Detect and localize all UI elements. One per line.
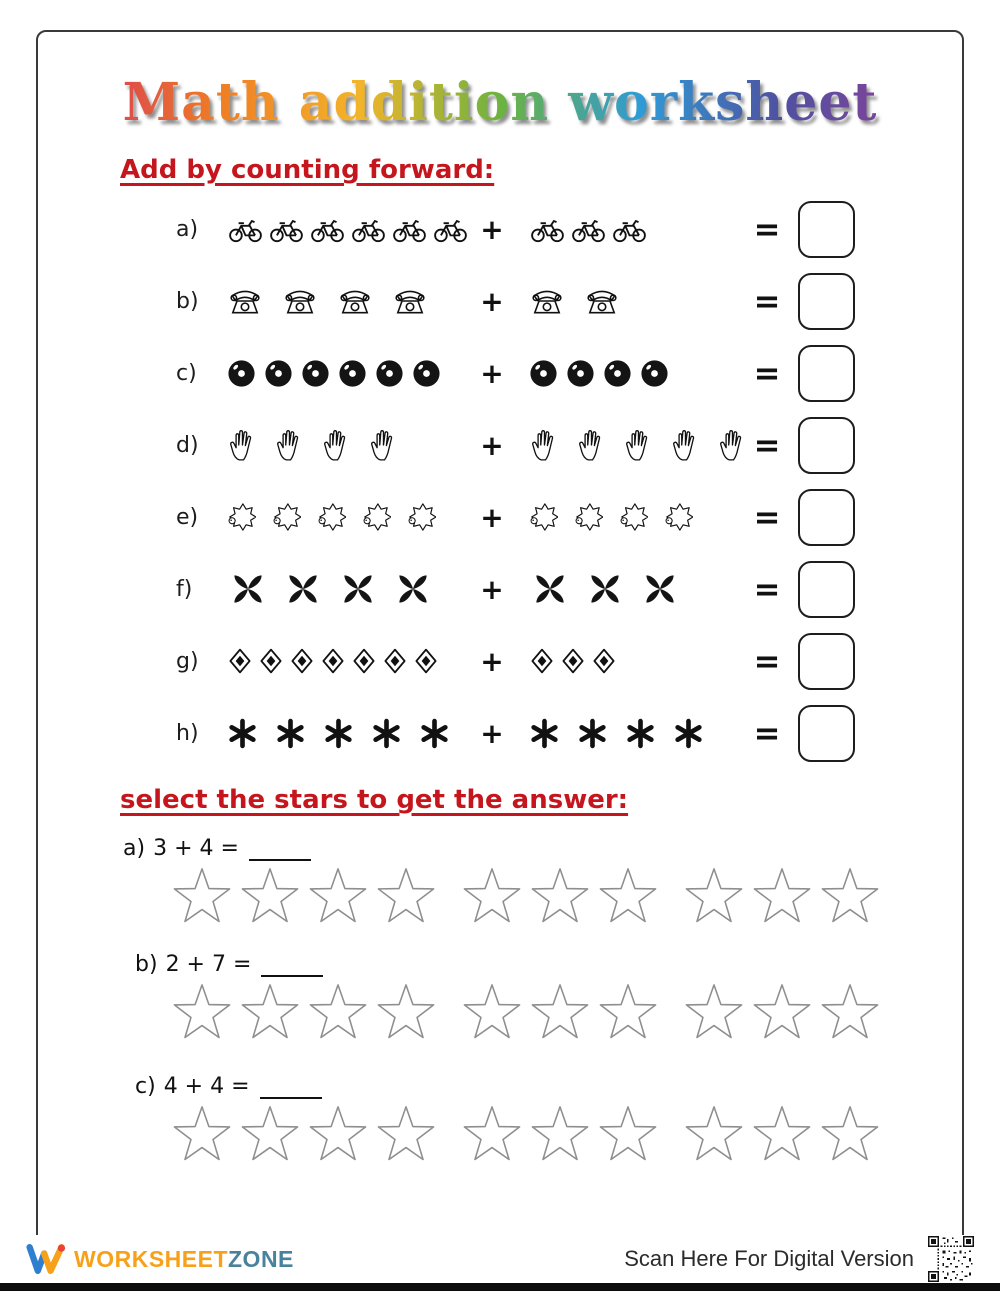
section1-heading: Add by counting forward: xyxy=(120,155,495,185)
problem-row xyxy=(78,337,922,409)
star-icon[interactable] xyxy=(238,1103,302,1165)
answer-box[interactable] xyxy=(798,345,855,402)
star-icon[interactable] xyxy=(238,981,302,1043)
scan-here-text: Scan Here For Digital Version xyxy=(624,1246,914,1271)
problem-label: h) xyxy=(176,720,199,746)
right-addend-icons xyxy=(516,284,736,318)
star-icon[interactable] xyxy=(374,981,438,1043)
right-addend-icons xyxy=(516,567,736,611)
telephone-icon xyxy=(336,284,374,318)
star-icon[interactable] xyxy=(818,981,882,1043)
star-icon[interactable] xyxy=(170,981,234,1043)
cd-icon xyxy=(602,358,633,389)
pinwheel-icon xyxy=(638,567,682,611)
plus-sign: + xyxy=(480,212,504,246)
problem-label: d) xyxy=(176,432,199,458)
right-addend-icons xyxy=(516,427,736,463)
star-problem-expression: 4 + 4 = xyxy=(163,1074,250,1099)
answer-box[interactable] xyxy=(798,633,855,690)
bicycle-icon xyxy=(431,212,470,246)
hedgehog-icon xyxy=(528,502,558,532)
diamond-icon xyxy=(412,646,440,676)
answer-box[interactable] xyxy=(798,273,855,330)
cd-icon xyxy=(337,358,368,389)
hedgehog-icon xyxy=(271,502,301,532)
plus-sign: + xyxy=(480,428,504,462)
answer-box[interactable] xyxy=(798,489,855,546)
hand-icon xyxy=(669,427,703,463)
plus-sign: + xyxy=(480,644,504,678)
star-icon[interactable] xyxy=(306,981,370,1043)
bicycle-icon xyxy=(267,212,306,246)
plus-sign: + xyxy=(480,356,504,390)
bicycle-icon xyxy=(528,212,567,246)
bicycle-icon xyxy=(390,212,429,246)
hand-icon xyxy=(367,427,401,463)
problems-list xyxy=(78,193,922,769)
diamond-icon xyxy=(528,646,556,676)
asterisk-icon xyxy=(672,717,705,750)
bottom-edge-strip xyxy=(0,1283,1000,1291)
problem-row xyxy=(78,481,922,553)
plus-sign: + xyxy=(480,284,504,318)
left-addend-icons xyxy=(226,358,468,389)
page-title: Math addition worksheet xyxy=(78,72,922,133)
star-icon[interactable] xyxy=(460,1103,524,1165)
star-problem-equation xyxy=(78,829,922,861)
answer-box[interactable] xyxy=(798,201,855,258)
asterisk-icon xyxy=(528,717,561,750)
equals-sign: = xyxy=(753,570,781,608)
cd-icon xyxy=(565,358,596,389)
hedgehog-icon xyxy=(226,502,256,532)
telephone-icon xyxy=(226,284,264,318)
star-icon[interactable] xyxy=(596,1103,660,1165)
hedgehog-icon xyxy=(316,502,346,532)
pinwheel-icon xyxy=(583,567,627,611)
cd-icon xyxy=(528,358,559,389)
left-addend-icons xyxy=(226,212,468,246)
hand-icon xyxy=(320,427,354,463)
diamond-icon xyxy=(350,646,378,676)
star-icon[interactable] xyxy=(170,1103,234,1165)
star-problem xyxy=(78,1067,922,1165)
star-icon[interactable] xyxy=(682,865,746,927)
star-icon[interactable] xyxy=(818,1103,882,1165)
problem-row xyxy=(78,553,922,625)
star-problem-equation xyxy=(78,1067,922,1099)
telephone-icon xyxy=(281,284,319,318)
left-addend-icons xyxy=(226,717,468,750)
hedgehog-icon xyxy=(361,502,391,532)
diamond-icon xyxy=(257,646,285,676)
bicycle-icon xyxy=(610,212,649,246)
problem-row xyxy=(78,625,922,697)
star-problem xyxy=(78,945,922,1043)
equals-sign: = xyxy=(753,426,781,464)
asterisk-icon xyxy=(322,717,355,750)
star-problem-label: c) xyxy=(135,1074,156,1099)
plus-sign: + xyxy=(480,716,504,750)
star-problems-list xyxy=(78,829,922,1165)
star-icon[interactable] xyxy=(238,865,302,927)
hedgehog-icon xyxy=(573,502,603,532)
star-icon[interactable] xyxy=(682,981,746,1043)
problem-label: b) xyxy=(176,288,199,314)
star-icon[interactable] xyxy=(596,865,660,927)
star-problem-label: a) xyxy=(123,836,146,861)
answer-box[interactable] xyxy=(798,561,855,618)
star-icon[interactable] xyxy=(528,1103,592,1165)
diamond-icon xyxy=(381,646,409,676)
right-addend-icons xyxy=(516,646,736,676)
answer-blank[interactable] xyxy=(260,1075,322,1099)
bicycle-icon xyxy=(349,212,388,246)
problem-label: e) xyxy=(176,504,199,530)
star-icon[interactable] xyxy=(596,981,660,1043)
star-icon[interactable] xyxy=(306,1103,370,1165)
right-addend-icons xyxy=(516,212,736,246)
diamond-icon xyxy=(319,646,347,676)
asterisk-icon xyxy=(576,717,609,750)
asterisk-icon xyxy=(418,717,451,750)
diamond-icon xyxy=(226,646,254,676)
hand-icon xyxy=(528,427,562,463)
star-icon[interactable] xyxy=(682,1103,746,1165)
right-addend-icons xyxy=(516,358,736,389)
equals-sign: = xyxy=(753,642,781,680)
asterisk-icon xyxy=(370,717,403,750)
problem-label: a) xyxy=(176,216,199,242)
footer-bar xyxy=(0,1235,1000,1283)
worksheet-page-border xyxy=(36,30,964,1245)
equals-sign: = xyxy=(753,282,781,320)
star-row xyxy=(78,1103,922,1165)
problem-row xyxy=(78,697,922,769)
pinwheel-icon xyxy=(528,567,572,611)
left-addend-icons xyxy=(226,502,468,532)
telephone-icon xyxy=(391,284,429,318)
right-addend-icons xyxy=(516,717,736,750)
star-icon[interactable] xyxy=(818,865,882,927)
section2-heading: select the stars to get the answer: xyxy=(120,785,629,815)
brand-name-worksheet: WORKSHEET xyxy=(74,1245,228,1272)
star-icon[interactable] xyxy=(528,865,592,927)
problem-row xyxy=(78,409,922,481)
answer-blank[interactable] xyxy=(249,837,311,861)
hand-icon xyxy=(622,427,656,463)
pinwheel-icon xyxy=(226,567,270,611)
bicycle-icon xyxy=(226,212,265,246)
hedgehog-icon xyxy=(618,502,648,532)
star-icon[interactable] xyxy=(374,1103,438,1165)
star-icon[interactable] xyxy=(460,981,524,1043)
star-problem-expression: 3 + 4 = xyxy=(153,836,239,861)
qr-code xyxy=(928,1236,974,1282)
star-icon[interactable] xyxy=(170,865,234,927)
telephone-icon xyxy=(528,284,566,318)
star-icon[interactable] xyxy=(460,865,524,927)
equals-sign: = xyxy=(753,498,781,536)
plus-sign: + xyxy=(480,500,504,534)
worksheetzone-logo-icon xyxy=(26,1242,66,1276)
bicycle-icon xyxy=(308,212,347,246)
equals-sign: = xyxy=(753,354,781,392)
star-problem-equation xyxy=(78,945,922,977)
star-icon[interactable] xyxy=(374,865,438,927)
hand-icon xyxy=(226,427,260,463)
left-addend-icons xyxy=(226,427,468,463)
diamond-icon xyxy=(590,646,618,676)
star-row xyxy=(78,865,922,927)
star-problem xyxy=(78,829,922,927)
asterisk-icon xyxy=(274,717,307,750)
plus-sign: + xyxy=(480,572,504,606)
star-problem-label: b) xyxy=(135,952,158,977)
diamond-icon xyxy=(288,646,316,676)
star-row xyxy=(78,981,922,1043)
star-icon[interactable] xyxy=(528,981,592,1043)
asterisk-icon xyxy=(226,717,259,750)
problem-row xyxy=(78,193,922,265)
telephone-icon xyxy=(583,284,621,318)
equals-sign: = xyxy=(753,210,781,248)
problem-row xyxy=(78,265,922,337)
star-icon[interactable] xyxy=(750,865,814,927)
star-icon[interactable] xyxy=(306,865,370,927)
asterisk-icon xyxy=(624,717,657,750)
hand-icon xyxy=(273,427,307,463)
problem-label: f) xyxy=(176,576,193,602)
hand-icon xyxy=(575,427,609,463)
cd-icon xyxy=(374,358,405,389)
hedgehog-icon xyxy=(406,502,436,532)
cd-icon xyxy=(300,358,331,389)
pinwheel-icon xyxy=(391,567,435,611)
star-icon[interactable] xyxy=(750,981,814,1043)
answer-box[interactable] xyxy=(798,417,855,474)
left-addend-icons xyxy=(226,646,468,676)
left-addend-icons xyxy=(226,284,468,318)
star-problem-expression: 2 + 7 = xyxy=(165,952,252,977)
diamond-icon xyxy=(559,646,587,676)
bicycle-icon xyxy=(569,212,608,246)
pinwheel-icon xyxy=(281,567,325,611)
answer-blank[interactable] xyxy=(261,953,323,977)
answer-box[interactable] xyxy=(798,705,855,762)
left-addend-icons xyxy=(226,567,468,611)
pinwheel-icon xyxy=(336,567,380,611)
problem-label: g) xyxy=(176,648,199,674)
equals-sign: = xyxy=(753,714,781,752)
hedgehog-icon xyxy=(663,502,693,532)
cd-icon xyxy=(639,358,670,389)
cd-icon xyxy=(411,358,442,389)
star-icon[interactable] xyxy=(750,1103,814,1165)
cd-icon xyxy=(263,358,294,389)
brand-name-zone: ZONE xyxy=(228,1245,294,1272)
cd-icon xyxy=(226,358,257,389)
right-addend-icons xyxy=(516,502,736,532)
problem-label: c) xyxy=(176,360,197,386)
